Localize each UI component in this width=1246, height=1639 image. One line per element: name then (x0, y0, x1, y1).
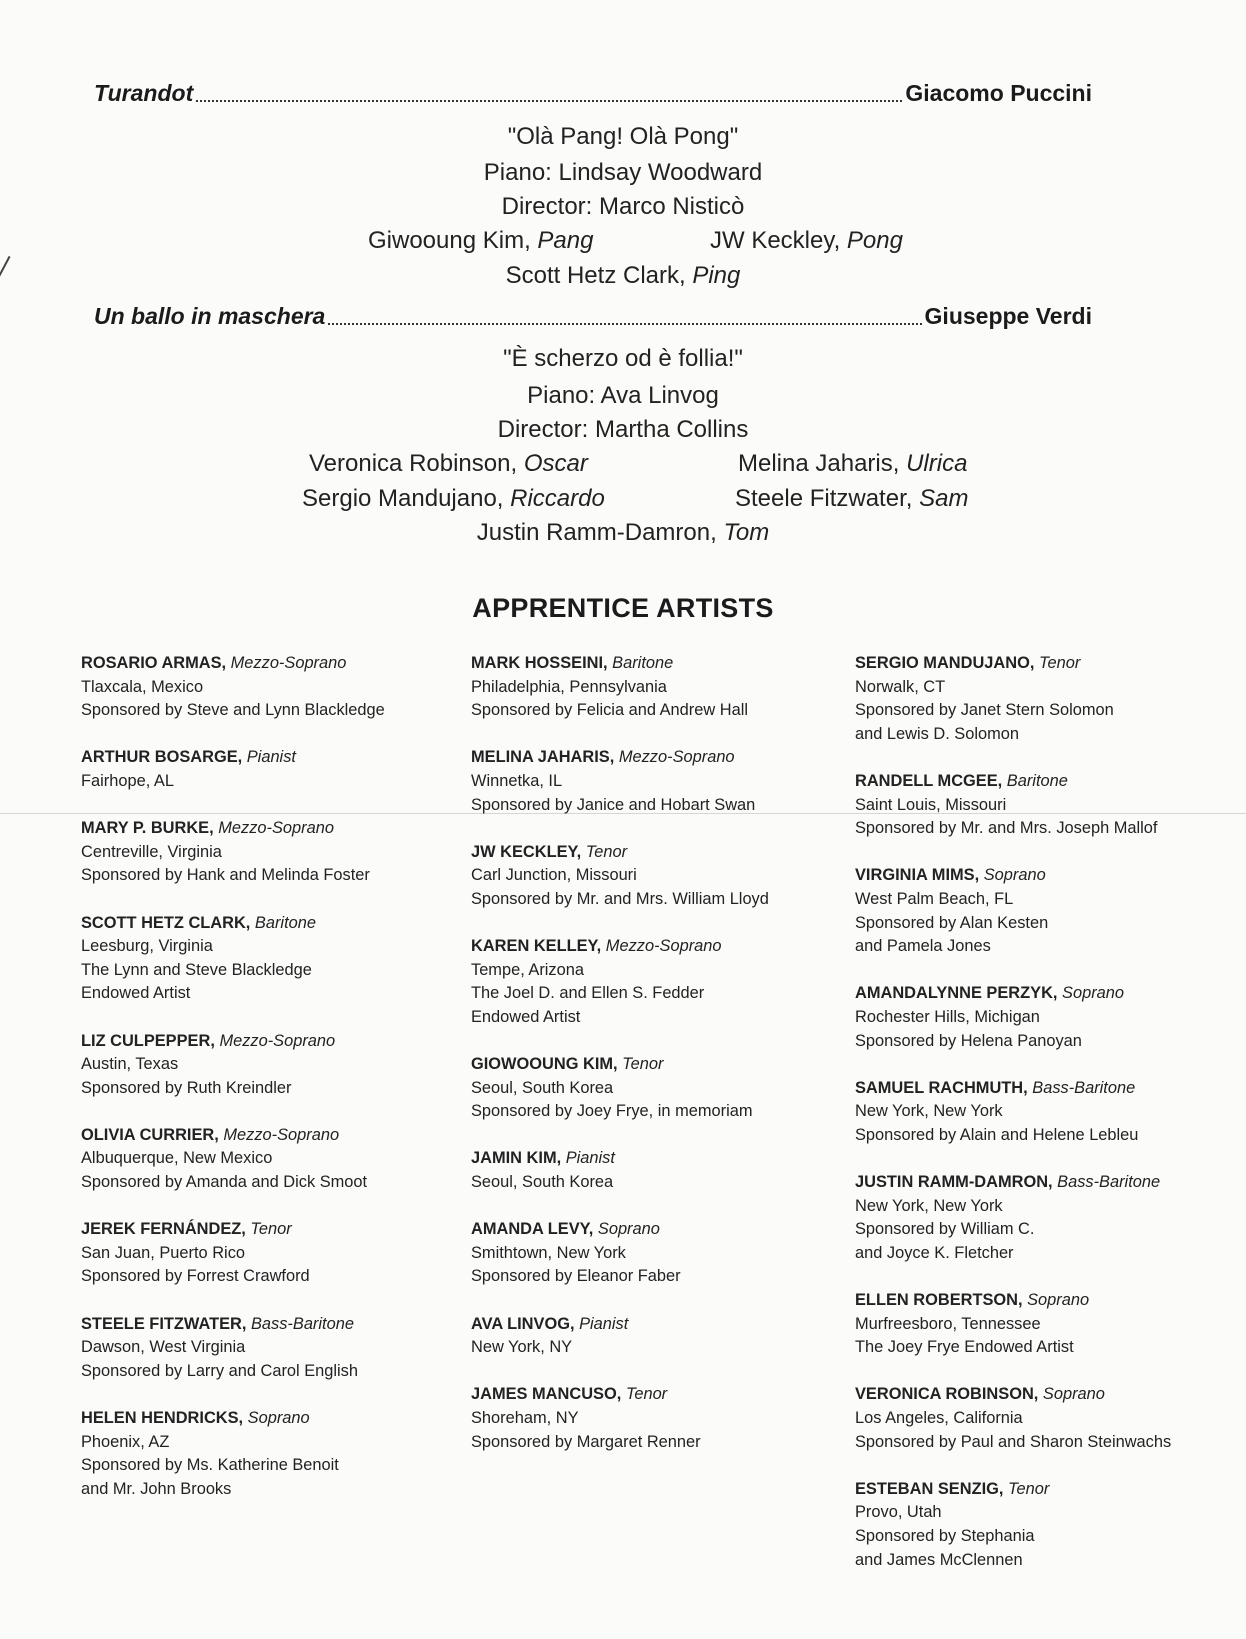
work-title: Turandot (94, 80, 194, 106)
work-composer: Giuseppe Verdi (924, 303, 1092, 329)
artist-heading (855, 982, 1235, 1006)
artist-hometown: New York, New York (855, 1196, 1003, 1215)
cast-member (735, 485, 968, 513)
apprentice-heading: APPRENTICE ARTISTS (472, 593, 774, 623)
artist-column (81, 652, 441, 1525)
cast-name: Sergio Mandujano, (302, 485, 504, 512)
work-title: Un ballo in maschera (94, 303, 326, 329)
artist-entry (81, 817, 441, 888)
artist-hometown: Leesburg, Virginia (81, 937, 213, 956)
artist-voice-type: Soprano (983, 866, 1046, 885)
artist-voice-type: Mezzo-Soprano (218, 819, 334, 838)
artist-name: VIRGINIA MIMS, (855, 866, 980, 885)
artist-sponsor: Sponsored by Alain and Helene Lebleu (855, 1125, 1139, 1144)
artist-sponsor: Sponsored by Margaret Renner (471, 1432, 701, 1451)
work-line-turandot (94, 80, 1092, 107)
piano-credit: Piano: Ava Linvog (527, 382, 719, 409)
artist-name: JAMIN KIM, (471, 1149, 562, 1168)
dot-leader (196, 100, 902, 102)
artist-hometown: Dawson, West Virginia (81, 1338, 246, 1357)
artist-entry (855, 1289, 1235, 1360)
artist-name: AMANDALYNNE PERZYK, (855, 984, 1058, 1003)
artist-entry (471, 1218, 831, 1289)
cast-name: Steele Fitzwater, (735, 485, 913, 512)
artist-entry (855, 1077, 1235, 1148)
artist-sponsor: Endowed Artist (471, 1007, 581, 1026)
artist-hometown: Los Angeles, California (855, 1409, 1023, 1427)
artist-sponsor: Sponsored by Janice and Hobart Swan (471, 795, 756, 814)
artist-name: MELINA JAHARIS, (471, 748, 615, 767)
cast-member (302, 485, 605, 513)
artist-hometown: Carl Junction, Missouri (471, 866, 637, 885)
artist-sponsor: Sponsored by Amanda and Dick Smoot (81, 1173, 368, 1192)
artist-sponsor: and James McClennen (855, 1550, 1023, 1569)
artist-name: ELLEN ROBERTSON, (855, 1291, 1023, 1310)
artist-sponsor: Sponsored by Alan Kesten (855, 913, 1049, 932)
cast-name: Melina Jaharis, (738, 450, 900, 477)
artist-voice-type: Tenor (625, 1385, 668, 1404)
artist-sponsor: Sponsored by Steve and Lynn Blackledge (81, 701, 385, 720)
artist-voice-type: Mezzo-Soprano (230, 654, 347, 672)
artist-column (471, 652, 831, 1478)
artist-sponsor: and Pamela Jones (855, 937, 991, 956)
artist-name: JEREK FERNÁNDEZ, (81, 1220, 246, 1239)
artist-heading (81, 746, 441, 770)
artist-sponsor: Sponsored by Forrest Crawford (81, 1267, 310, 1286)
artist-hometown: Smithtown, New York (471, 1243, 626, 1262)
artist-entry (81, 652, 441, 723)
artist-entry (471, 746, 831, 817)
artist-voice-type: Mezzo-Soprano (618, 748, 735, 767)
artist-sponsor: The Joey Frye Endowed Artist (855, 1338, 1074, 1357)
artist-voice-type: Pianist (246, 748, 296, 767)
artist-entry (855, 652, 1235, 746)
artist-voice-type: Tenor (1038, 654, 1081, 672)
artist-entry (81, 1124, 441, 1195)
artist-heading (81, 912, 441, 936)
artist-name: RANDELL MCGEE, (855, 771, 1003, 790)
artist-name: KAREN KELLEY, (471, 937, 602, 956)
artist-sponsor: Sponsored by Ruth Kreindler (81, 1078, 292, 1097)
artist-heading (471, 841, 831, 865)
artist-entry (855, 1383, 1235, 1454)
artist-hometown: Winnetka, IL (471, 771, 563, 790)
artist-heading (471, 746, 831, 770)
cast-name: Veronica Robinson, (309, 450, 518, 477)
artist-name: SERGIO MANDUJANO, (855, 654, 1035, 672)
cast-member (0, 262, 1246, 290)
cast-member (710, 227, 903, 255)
artist-entry (81, 912, 441, 1006)
artist-name: GIOWOOUNG KIM, (471, 1055, 618, 1074)
director-credit: Director: Martha Collins (497, 416, 749, 443)
artist-sponsor: Sponsored by Helena Panoyan (855, 1031, 1082, 1050)
artist-sponsor: The Joel D. and Ellen S. Fedder (471, 984, 705, 1003)
artist-voice-type: Mezzo-Soprano (219, 1031, 336, 1050)
work-line-ballo (94, 303, 1092, 330)
artist-column (855, 652, 1235, 1596)
artist-hometown: Albuquerque, New Mexico (81, 1149, 273, 1168)
artist-voice-type: Baritone (254, 913, 316, 932)
cast-role: Ulrica (906, 450, 968, 477)
artist-heading (81, 1218, 441, 1242)
artist-heading (471, 652, 831, 676)
artist-voice-type: Soprano (597, 1220, 660, 1239)
artist-voice-type: Baritone (612, 654, 674, 672)
cast-role: Riccardo (510, 485, 605, 512)
artist-heading (81, 1124, 441, 1148)
artist-entry (471, 1147, 831, 1194)
cast-role: Pong (846, 227, 903, 254)
artist-name: JUSTIN RAMM-DAMRON, (855, 1173, 1053, 1192)
artist-name: SCOTT HETZ CLARK, (81, 913, 251, 932)
artist-heading (81, 1313, 441, 1337)
artist-sponsor: Endowed Artist (81, 984, 191, 1003)
artist-heading (471, 1313, 831, 1337)
artist-heading (81, 652, 441, 676)
aria-title: "Olà Pang! Olà Pong" (507, 123, 739, 150)
artist-voice-type: Pianist (565, 1149, 615, 1168)
artist-heading (855, 864, 1235, 888)
artist-sponsor: and Joyce K. Fletcher (855, 1243, 1014, 1262)
artist-hometown: Philadelphia, Pennsylvania (471, 677, 667, 696)
artist-voice-type: Bass-Baritone (1032, 1078, 1136, 1097)
artist-sponsor: Sponsored by Felicia and Andrew Hall (471, 701, 748, 720)
artist-name: AMANDA LEVY, (471, 1220, 594, 1239)
artist-voice-type: Soprano (1062, 984, 1125, 1003)
artist-name: MARY P. BURKE, (81, 819, 214, 838)
artist-hometown: Austin, Texas (81, 1055, 179, 1074)
artist-hometown: New York, New York (855, 1102, 1003, 1121)
artist-voice-type: Tenor (622, 1055, 664, 1074)
artist-hometown: Tempe, Arizona (471, 960, 584, 979)
artist-sponsor: and Lewis D. Solomon (855, 724, 1019, 743)
artist-voice-type: Mezzo-Soprano (605, 937, 722, 956)
artist-entry (81, 1218, 441, 1289)
artist-hometown: Centreville, Virginia (81, 842, 222, 861)
cast-member (0, 519, 1246, 547)
artist-sponsor: Sponsored by Paul and Sharon Steinwachs (855, 1432, 1172, 1451)
cast-name: Justin Ramm-Damron, (476, 519, 717, 546)
artist-entry (471, 1053, 831, 1124)
artist-voice-type: Soprano (1027, 1291, 1090, 1310)
artist-voice-type: Bass-Baritone (1057, 1173, 1161, 1192)
artist-sponsor: Sponsored by Joey Frye, in memoriam (471, 1102, 753, 1121)
artist-name: VERONICA ROBINSON, (855, 1385, 1039, 1404)
artist-name: JAMES MANCUSO, (471, 1385, 622, 1404)
artist-voice-type: Pianist (579, 1314, 629, 1333)
cast-name: JW Keckley, (710, 227, 841, 254)
artist-entry (471, 652, 831, 723)
artist-heading (471, 1383, 831, 1407)
artist-sponsor: Sponsored by Mr. and Mrs. Joseph Mallof (855, 819, 1158, 838)
artist-entry (471, 1383, 831, 1454)
artist-name: HELEN HENDRICKS, (81, 1409, 244, 1427)
piano-credit: Piano: Lindsay Woodward (483, 159, 763, 186)
artist-heading (855, 652, 1235, 676)
artist-entry (855, 982, 1235, 1053)
artist-hometown: Fairhope, AL (81, 771, 174, 790)
cast-name: Giwooung Kim, (368, 227, 531, 254)
artist-name: AVA LINVOG, (471, 1314, 575, 1333)
artist-heading (855, 1478, 1235, 1502)
artist-name: ESTEBAN SENZIG, (855, 1479, 1004, 1498)
artist-name: ARTHUR BOSARGE, (81, 748, 243, 767)
artist-heading (81, 1407, 441, 1431)
artist-entry (471, 841, 831, 912)
artist-hometown: Shoreham, NY (471, 1409, 579, 1427)
artist-heading (855, 1383, 1235, 1407)
artist-sponsor: and Mr. John Brooks (81, 1479, 232, 1498)
artist-heading (471, 1218, 831, 1242)
artist-entry (81, 746, 441, 793)
artist-voice-type: Soprano (1042, 1385, 1105, 1404)
cast-role: Oscar (523, 450, 588, 477)
cast-member (368, 227, 593, 255)
artist-voice-type: Tenor (250, 1220, 292, 1239)
artist-voice-type: Tenor (1008, 1479, 1050, 1498)
artist-entry (855, 864, 1235, 958)
artist-sponsor: Sponsored by Hank and Melinda Foster (81, 866, 370, 885)
artist-hometown: Provo, Utah (855, 1503, 942, 1522)
artist-entry (471, 935, 831, 1029)
artist-hometown: Seoul, South Korea (471, 1173, 614, 1192)
artist-name: JW KECKLEY, (471, 842, 582, 861)
artist-name: STEELE FITZWATER, (81, 1314, 247, 1333)
artist-entry (855, 1171, 1235, 1265)
artist-hometown: Tlaxcala, Mexico (81, 677, 204, 696)
artist-hometown: Seoul, South Korea (471, 1078, 614, 1097)
dot-leader (328, 323, 921, 325)
artist-sponsor: Sponsored by William C. (855, 1220, 1035, 1239)
artist-entry (81, 1313, 441, 1384)
artist-heading (471, 935, 831, 959)
cast-member (309, 450, 588, 478)
artist-voice-type: Tenor (585, 842, 628, 861)
artist-heading (81, 1030, 441, 1054)
artist-sponsor: Sponsored by Janet Stern Solomon (855, 701, 1114, 720)
artist-voice-type: Mezzo-Soprano (223, 1125, 340, 1144)
cast-role: Ping (692, 262, 741, 289)
artist-name: LIZ CULPEPPER, (81, 1031, 215, 1050)
artist-entry (855, 1478, 1235, 1572)
artist-name: OLIVIA CURRIER, (81, 1125, 219, 1144)
artist-hometown: Murfreesboro, Tennessee (855, 1314, 1041, 1333)
director-credit: Director: Marco Nisticò (501, 193, 745, 220)
cast-role: Pang (537, 227, 594, 254)
artist-hometown: Rochester Hills, Michigan (855, 1007, 1040, 1026)
cast-name: Scott Hetz Clark, (505, 262, 686, 289)
artist-heading (471, 1147, 831, 1171)
artist-entry (855, 770, 1235, 841)
artist-entry (81, 1407, 441, 1501)
artist-voice-type: Soprano (247, 1409, 310, 1427)
artist-sponsor: Sponsored by Ms. Katherine Benoit (81, 1456, 339, 1475)
artist-sponsor: Sponsored by Larry and Carol English (81, 1361, 358, 1380)
artist-hometown: San Juan, Puerto Rico (81, 1243, 246, 1262)
artist-hometown: West Palm Beach, FL (855, 889, 1014, 908)
artist-heading (471, 1053, 831, 1077)
artist-sponsor: Sponsored by Stephania (855, 1526, 1035, 1545)
cast-role: Sam (919, 485, 969, 512)
artist-sponsor: Sponsored by Mr. and Mrs. William Lloyd (471, 889, 769, 908)
artist-sponsor: Sponsored by Eleanor Faber (471, 1267, 681, 1286)
artist-entry (471, 1313, 831, 1360)
work-composer: Giacomo Puccini (905, 80, 1092, 106)
artist-entry (81, 1030, 441, 1101)
artist-heading (855, 1171, 1235, 1195)
artist-heading (855, 1289, 1235, 1313)
artist-name: ROSARIO ARMAS, (81, 654, 227, 672)
artist-hometown: New York, NY (471, 1338, 573, 1357)
artist-hometown: Saint Louis, Missouri (855, 795, 1007, 814)
artist-hometown: Phoenix, AZ (81, 1432, 170, 1451)
artist-name: MARK HOSSEINI, (471, 654, 608, 672)
cast-role: Tom (723, 519, 770, 546)
cast-member (738, 450, 967, 478)
artist-heading (855, 1077, 1235, 1101)
artist-hometown: Norwalk, CT (855, 677, 946, 696)
artist-heading (855, 770, 1235, 794)
artist-heading (81, 817, 441, 841)
artist-name: SAMUEL RACHMUTH, (855, 1078, 1028, 1097)
artist-sponsor: The Lynn and Steve Blackledge (81, 960, 312, 979)
aria-title: "È scherzo od è follia!" (503, 345, 743, 372)
artist-voice-type: Bass-Baritone (250, 1314, 354, 1333)
artist-voice-type: Baritone (1006, 771, 1068, 790)
